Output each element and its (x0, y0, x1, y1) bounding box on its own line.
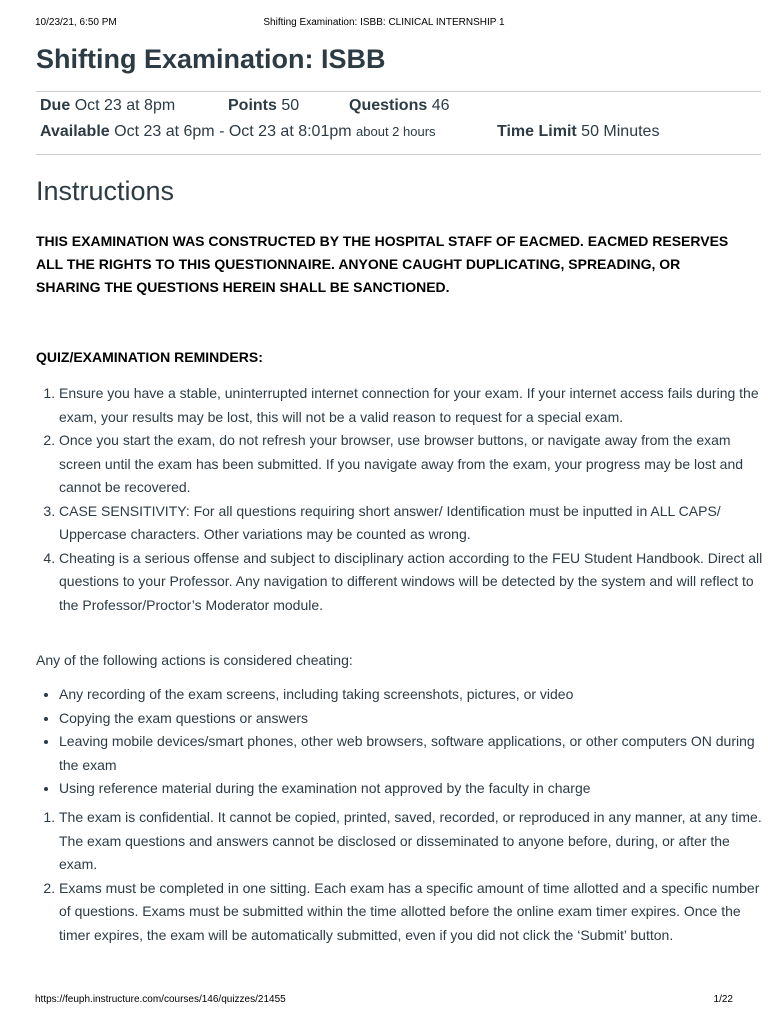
page-number: 1/22 (713, 994, 733, 1005)
due-field (40, 97, 175, 115)
questions-label: Questions (349, 97, 428, 114)
list-item: 4. Cheating is a serious offense and subject to disciplinary action according to the FEU Student Handbook. Direct all questions to your Professor. Any navigation to different windows will be detected by the system and will reflect to the Professor/Proctor’s Moderator module. (59, 547, 764, 618)
time-limit-value: 50 Minutes (581, 123, 660, 140)
questions-value: 46 (431, 97, 450, 114)
points-label: Points (228, 97, 277, 114)
reminders-list (36, 382, 764, 617)
copyright-notice: THIS EXAMINATION WAS CONSTRUCTED BY THE HOSPITAL STAFF OF EACMED. EACMED RESERVES ALL THE RIGHTS TO THIS QUESTIONNAIRE. ANYONE CAUGHT DUPLICATING, SPREADING, OR SHARING THE QUESTIONS HEREIN SHALL BE SANCTIONED. (36, 233, 729, 295)
available-field (40, 123, 436, 141)
questions-field (349, 97, 449, 115)
list-item: 2. Exams must be completed in one sitting. Each exam has a specific amount of time allotted and a specific number of questions. Exams must be submitted within the time allotted before the online exam timer expires. Once the timer expires, the exam will be automatically submitted, even if you did not click the ‘Submit’ button. (59, 877, 764, 948)
time-limit-label: Time Limit (497, 123, 577, 140)
list-item: • Using reference material during the examination not approved by the faculty in charge (59, 777, 764, 801)
print-footer (35, 994, 733, 1008)
divider-bottom (36, 154, 761, 155)
quiz-header (36, 40, 761, 92)
list-item: 1. Ensure you have a stable, uninterrupted internet connection for your exam. If your internet access fails during the exam, your results may be lost, this will not be a valid reason to request for a special exam. (59, 382, 764, 429)
print-page-title: Shifting Examination: ISBB: CLINICAL INTERNSHIP 1 (263, 17, 505, 28)
list-item: 1. The exam is confidential. It cannot be copied, printed, saved, recorded, or reproduced in any manner, at any time. The exam questions and answers cannot be disclosed or disseminated to anyone before, during, or after the exam. (59, 806, 764, 877)
quiz-title: Shifting Examination: ISBB (36, 44, 386, 74)
list-item: • Copying the exam questions or answers (59, 707, 764, 731)
available-duration: about 2 hours (356, 124, 436, 139)
points-value: 50 (281, 97, 300, 114)
cheating-list (36, 683, 764, 801)
due-label: Due (40, 97, 71, 114)
list-item: • Leaving mobile devices/smart phones, other web browsers, software applications, or other computers ON during the exam (59, 730, 764, 777)
divider-top (36, 91, 761, 92)
reminders-heading: QUIZ/EXAMINATION REMINDERS: (36, 349, 263, 365)
time-limit-field (497, 123, 659, 141)
print-datetime: 10/23/21, 6:50 PM (35, 17, 117, 28)
cheating-intro: Any of the following actions is considered cheating: (36, 652, 353, 668)
points-field (228, 97, 299, 115)
instructions-heading: Instructions (36, 176, 175, 206)
available-label: Available (40, 123, 110, 140)
rules-list (36, 806, 764, 947)
list-item: 3. CASE SENSITIVITY: For all questions requiring short answer/ Identification must be inputted in ALL CAPS/ Uppercase characters. Other variations may be counted as wrong. (59, 500, 764, 547)
due-value: Oct 23 at 8pm (74, 97, 176, 114)
page-url-link[interactable]: https://feuph.instructure.com/courses/146/quizzes/21455 (35, 994, 286, 1005)
list-item: 2. Once you start the exam, do not refresh your browser, use browser buttons, or navigate away from the exam screen until the exam has been submitted. If you navigate away from the exam, your progress may be lost and cannot be recovered. (59, 429, 764, 500)
list-item: • Any recording of the exam screens, including taking screenshots, pictures, or video (59, 683, 764, 707)
print-header (35, 17, 733, 31)
available-value: Oct 23 at 6pm - Oct 23 at 8:01pm (114, 123, 352, 140)
